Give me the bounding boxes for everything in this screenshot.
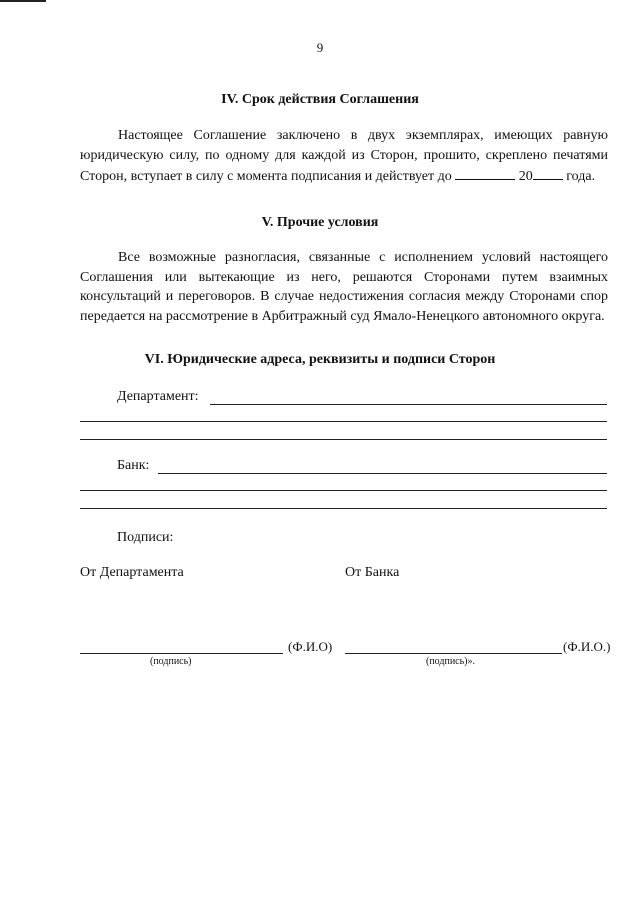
department-signature-caption: (подпись) (150, 656, 192, 667)
year-prefix: 20 (518, 169, 533, 184)
department-line-2 (80, 421, 607, 422)
section-5-text: Все возможные разногласия, связанные с исполнением условий настоящего Соглашения или вытекающие из него, решаются Сторонами путем взаимных консультаций и переговоров. В случае недостижения согласия между Сторонами спор передается на рассмотрение в Арбитражный суд Ямало-Ненецкого автономного округа. (80, 250, 608, 324)
section-4-paragraph (80, 126, 608, 187)
corner-mark (0, 0, 46, 2)
year-suffix: года. (566, 169, 596, 184)
bank-fio-label: (Ф.И.О.) (563, 639, 611, 654)
year-blank (533, 165, 563, 180)
bank-signature-caption: (подпись)». (426, 656, 476, 667)
department-signature-line (80, 653, 283, 654)
bank-signature-line (345, 653, 562, 654)
department-label: Департамент: (117, 389, 199, 404)
bank-line-2 (80, 490, 607, 491)
from-department-label: От Департамента (80, 565, 184, 580)
day-month-blank (455, 165, 515, 180)
department-line-1 (210, 404, 607, 405)
section-5-heading: V. Прочие условия (261, 215, 379, 230)
signatures-label: Подписи: (117, 530, 174, 545)
bank-line-1 (158, 473, 607, 474)
section-4-heading: IV. Срок действия Соглашения (221, 92, 419, 107)
from-bank-label: От Банка (345, 565, 400, 580)
department-fio-label: (Ф.И.О) (288, 639, 333, 654)
bank-line-3 (80, 508, 607, 509)
page-number: 9 (316, 40, 324, 55)
section-4-text: Настоящее Соглашение заключено в двух экземплярах, имеющих равную юридическую силу, по одному для каждой из Сторон, прошито, скреплено печатями Сторон, вступает в силу с момента подписания и действует до (80, 128, 608, 184)
section-5-paragraph (80, 248, 608, 326)
bank-label: Банк: (117, 458, 150, 473)
department-line-3 (80, 439, 607, 440)
section-6-heading: VI. Юридические адреса, реквизиты и подписи Сторон (144, 352, 496, 367)
